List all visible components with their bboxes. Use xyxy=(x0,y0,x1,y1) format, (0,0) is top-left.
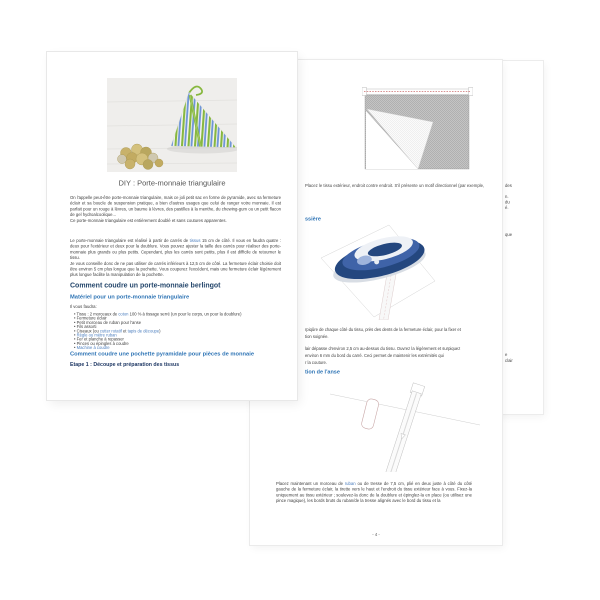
list-item xyxy=(74,346,294,350)
sizing-paragraphs xyxy=(70,238,281,278)
text-line: environ 6 mm du bord du carré. Ceci permet de maintenir les extrémités qui xyxy=(305,353,444,358)
text-segment: Fermeture éclair xyxy=(76,315,107,321)
text-segment: 100 % à tissage serré (un pour le corps, un pour la doublure) xyxy=(128,311,242,317)
intro-paragraph: Ce porte-monnaie triangulaire est entièrement doublé et sans coutures apparentes. xyxy=(70,217,227,223)
diagram-caption: Placez le tissu extérieur, endroit contre endroit. S'il présente un motif directionnel (par exemple, xyxy=(305,183,485,188)
section-heading-berlingot: Comment coudre un porte-monnaie berlingot xyxy=(70,281,221,289)
text-line: tion soignée. xyxy=(305,334,329,339)
cut-text-fragment: é. xyxy=(505,205,509,210)
cut-text-fragment: du xyxy=(505,199,510,205)
inline-link[interactable]: cutter rotatif xyxy=(99,328,122,334)
intro-paragraph: On l'appelle peut-être porte-monnaie triangulaire, mais ce joli petit sac en forme de pyramide, avec sa fermeture éclair et sa boucle de suspension pratique, a bien d'autres usages que celui de ranger votre monnaie. Il est parfait pour un rouge à lèvres, un baume à lèvres, des pastilles à la menthe, du chewing-gum ou un petit flacon de gel hydroalcoolique... xyxy=(70,195,281,218)
materials-lead: Il vous faudra: xyxy=(70,304,97,309)
paragraph-zip-excess xyxy=(305,345,460,366)
page-title-heading: DIY : Porte-monnaie triangulaire xyxy=(118,179,226,188)
step1-heading: Etape 1 : Découpe et préparation des tissus xyxy=(70,361,180,368)
ribbon-loop xyxy=(361,398,380,430)
step3-heading-fragment: tion de l'anse xyxy=(305,369,340,375)
page-title xyxy=(47,52,297,400)
paragraph-topstitch xyxy=(305,326,461,340)
text-segment: Fils assorti xyxy=(76,324,97,330)
iron-illustration xyxy=(315,222,440,320)
intro-paragraphs xyxy=(70,195,281,224)
text-segment: Placez maintenant un morceau de xyxy=(276,481,345,486)
sizing-paragraph: Je vous conseille donc de ne pas utiliser de carrés inférieurs à 12,5 cm de côté. La fermeture éclair choisie doit être environ 5 cm plus longue que la pochette. Vous couperez l'excédent, mais une fermeture éclair légèrement plus longue facilite la manipulation de la pochette. xyxy=(70,260,281,278)
strap-zipper-diagram xyxy=(330,377,480,472)
subheading-materiel: Matériel pour un porte-monnaie triangulaire xyxy=(70,294,190,300)
text-segment: ou de tresse de 7,5 cm, plié en deux juste à côté du côté gauche de la fermeture éclair, la tirette vers le haut et l'endroit du tissu extérieur face à vous. Fixez-la uniquement au tissu extérieur ; soulevez-la donc de la doublure et épinglez-la en place (ou utilisez une pince magique), les bords bruts du ruban/de la tresse alignés avec le bord du tissu et la xyxy=(276,481,473,504)
inline-link[interactable]: ruban xyxy=(344,481,356,486)
text-segment: et xyxy=(121,328,128,334)
cut-text-fragment: n. xyxy=(505,194,509,199)
page-number: - 4 - xyxy=(372,532,380,537)
step2-heading-fragment: ssière xyxy=(305,216,321,222)
cut-text-fragment: clair xyxy=(505,358,513,363)
zipper-length xyxy=(380,383,425,472)
materials-list xyxy=(74,312,294,350)
text-segment: Tissu : 2 morceaux de xyxy=(76,311,119,317)
paragraph-strap xyxy=(276,481,472,504)
zipper-fold-diagram xyxy=(362,86,473,172)
text-line: lair dépasse d'environ 2,5 cm au-dessus du tissu. Ouvrez la légèrement et surpiquez xyxy=(305,346,461,351)
cut-text-fragment: des xyxy=(505,183,512,188)
text-segment: Le porte-monnaie triangulaire est réalisé à partir de carrés de xyxy=(70,238,190,243)
inline-link[interactable]: tissus xyxy=(189,238,201,243)
inline-link[interactable]: coton xyxy=(118,311,129,317)
text-segment: 15 cm de côté. Il vous en faudra quatre : deux pour l'extérieur et deux pour la doublure. Vous pouvez ajuster la taille des carrés pour réaliser des porte-monnaie plus grands ou plus petits. Cependant, plus les carrés sont petits, plus il est difficile de retourner le tissu. xyxy=(70,238,281,261)
text-line: rpiqûre de chaque côté du tissu, près des dents de la fermeture éclair, pour la fixer et xyxy=(305,327,461,332)
text-segment: Petit morceau de ruban pour l'anse xyxy=(76,319,142,325)
text-segment: Fer et planche à repasser xyxy=(76,336,124,342)
inline-link[interactable]: tapis de découpe xyxy=(127,328,160,334)
subheading-pochette-pyramidale: Comment coudre une pochette pyramidale pour pièces de monnaie xyxy=(70,351,255,357)
text-segment: ) xyxy=(159,328,161,334)
cut-text-fragment: e xyxy=(505,352,508,357)
inline-link[interactable]: Règle ou mètre ruban xyxy=(76,332,117,338)
text-segment: Pinces ou épingles à coudre xyxy=(76,340,129,346)
sizing-paragraph xyxy=(70,238,281,261)
cut-text-fragment: que xyxy=(505,232,513,237)
text-line: r la couture. xyxy=(305,360,327,365)
pouch-photo xyxy=(107,78,237,172)
text-segment: Ciseaux (ou xyxy=(76,328,100,334)
inline-link[interactable]: Machine à coudre xyxy=(76,345,110,351)
